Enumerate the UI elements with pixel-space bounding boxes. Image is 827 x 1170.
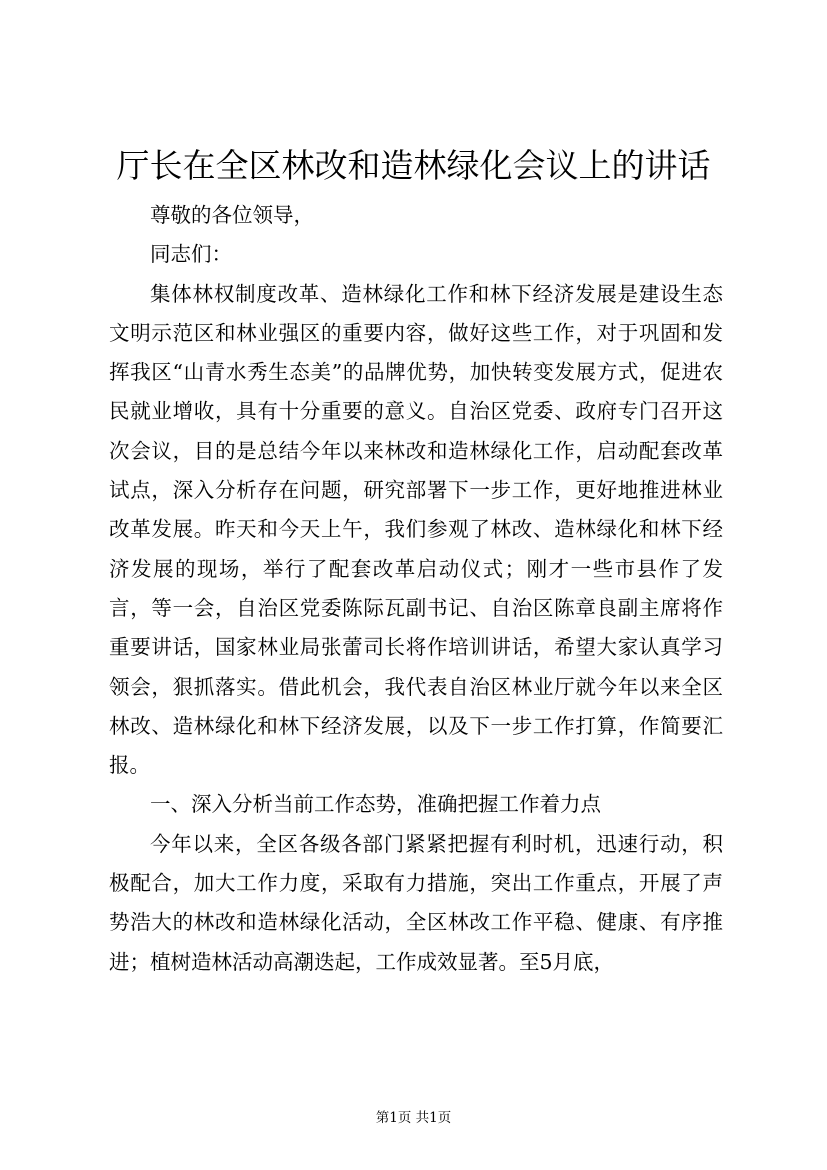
- page-footer: 第1页 共1页: [375, 1110, 452, 1126]
- document-title: 厅长在全区林改和造林绿化会议上的讲话: [116, 146, 711, 185]
- body-paragraph-intro: 集体林权制度改革、造林绿化工作和林下经济发展是建设生态文明示范区和林业强区的重要内容，做好这些工作，对于巩固和发挥我区“山青水秀生态美”的品牌优势，加快转变发展方式，促进农民就业增收，具有十分重要的意义。自治区党委、政府专门召开这次会议，目的是总结今年以来林改和造林绿化工作，启动配套改革试点，深入分析存在问题，研究部署下一步工作，更好地推进林业改革发展。昨天和今天上午，我们参观了林改、造林绿化和林下经济发展的现场，举行了配套改革启动仪式；刚才一些市县作了发言，等一会，自治区党委陈际瓦副书记、自治区陈章良副主席将作重要讲话，国家林业局张蕾司长将作培训讲话，希望大家认真学习领会，狠抓落实。借此机会，我代表自治区林业厅就今年以来全区林改、造林绿化和林下经济发展，以及下一步工作打算，作简要汇报。: [109, 281, 723, 778]
- section-heading-1: 一、深入分析当前工作态势，准确把握工作着力点: [150, 792, 601, 817]
- salutation-leaders: 尊敬的各位领导，: [150, 203, 314, 227]
- document-body: [109, 196, 723, 982]
- salutation-comrades: 同志们：: [150, 242, 232, 267]
- body-paragraph-section-1: 今年以来，全区各级各部门紧紧把握有利时机，迅速行动，积极配合，加大工作力度，采取有力措施，突出工作重点，开展了声势浩大的林改和造林绿化活动，全区林改工作平稳、健康、有序推进；植树造林活动高潮迭起，工作成效显著。至5月底，: [109, 831, 723, 974]
